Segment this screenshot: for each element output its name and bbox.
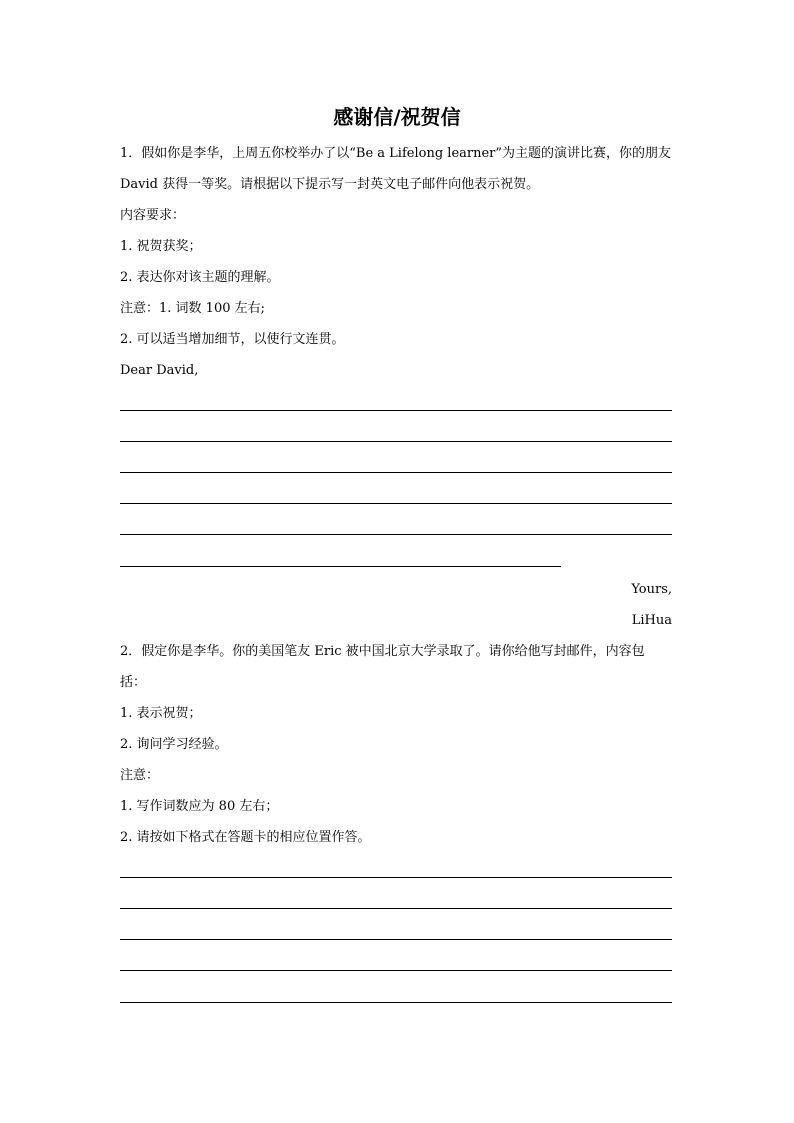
q1-closing: Yours, [631,582,672,597]
q1-answer-line-1 [120,410,672,411]
q1-answer-line-4 [120,503,672,504]
q2-prompt-line-2: 括： [120,675,147,690]
q1-answer-line-6 [120,566,561,567]
q2-note-1: 1. 写作词数应为 80 左右； [120,799,279,814]
q1-prompt-line-1: 1．假如你是李华，上周五你校举办了以“Be a Lifelong learner”为主题的演讲比赛，你的朋友 [120,146,672,161]
q2-requirement-2: 2. 询问学习经验。 [120,737,228,752]
q1-salutation: Dear David, [120,363,199,378]
q2-note-heading: 注意： [120,768,160,783]
q1-requirement-1: 1. 祝贺获奖； [120,239,202,254]
q2-answer-line-1 [120,877,672,878]
page-title: 感谢信/祝贺信 [333,105,461,129]
q2-answer-line-4 [120,970,672,971]
q2-requirement-1: 1. 表示祝贺； [120,706,202,721]
q1-requirements-heading: 内容要求： [120,208,186,223]
q1-prompt-line-2: David 获得一等奖。请根据以下提示写一封英文电子邮件向他表示祝贺。 [120,177,540,192]
q1-answer-line-2 [120,441,672,442]
q1-requirement-2: 2. 表达你对该主题的理解。 [120,270,280,285]
q1-answer-line-3 [120,472,672,473]
q2-note-2: 2. 请按如下格式在答题卡的相应位置作答。 [120,830,371,845]
q1-note-2: 2. 可以适当增加细节，以使行文连贯。 [120,332,345,347]
q2-answer-line-3 [120,939,672,940]
q1-note-1: 注意：1. 词数 100 左右; [120,301,265,316]
q2-answer-line-5 [120,1002,672,1003]
q2-answer-line-2 [120,908,672,909]
q1-signature: LiHua [631,613,672,628]
q2-prompt-line-1: 2．假定你是李华。你的美国笔友 Eric 被中国北京大学录取了。请你给他写封邮件，内容包 [120,644,645,659]
q1-answer-line-5 [120,534,672,535]
